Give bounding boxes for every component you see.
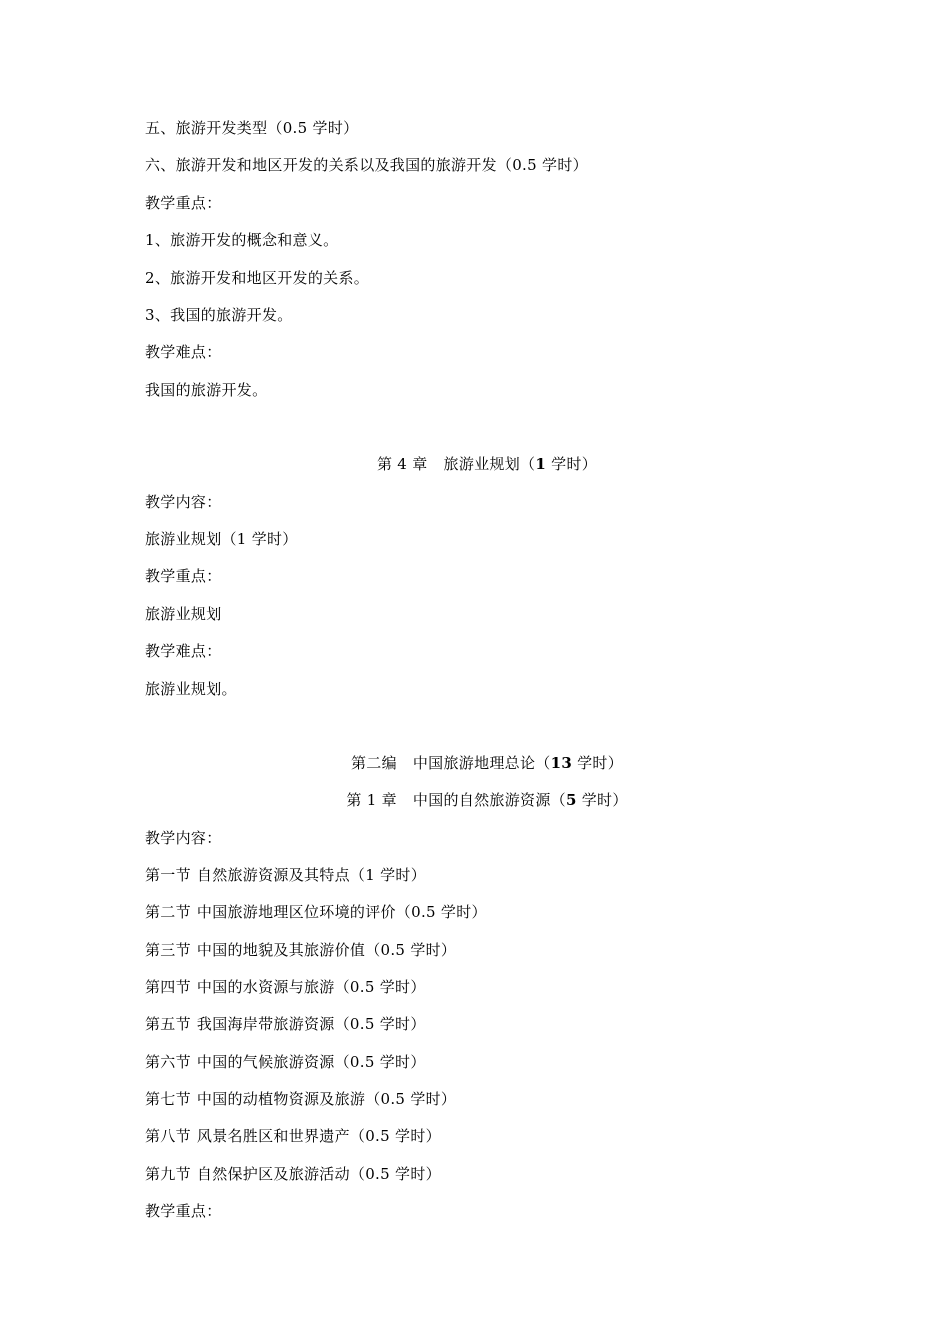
chapter-4-name: 旅游业规划（ (443, 455, 536, 473)
section-number: 第六节 (145, 1053, 191, 1071)
part-2-name: 中国旅游地理总论（ (412, 754, 551, 772)
section-text: 中国的地貌及其旅游价值（0.5 学时） (196, 941, 457, 959)
chapter-4-title (12, 454, 950, 474)
chapter-1-hours-suffix: 学时） (576, 791, 628, 809)
part-2-hours-suffix: 学时） (572, 754, 624, 772)
section-line (145, 1126, 441, 1146)
section-number: 第二节 (145, 903, 191, 921)
section-text: 自然旅游资源及其特点（1 学时） (196, 866, 427, 884)
section-text: 中国旅游地理区位环境的评价（0.5 学时） (196, 903, 487, 921)
key-point: 2、旅游开发和地区开发的关系。 (145, 269, 370, 287)
key-point: 旅游业规划 (145, 605, 222, 623)
section-number: 第七节 (145, 1090, 191, 1108)
section-number: 第九节 (145, 1165, 191, 1183)
section-line (145, 940, 456, 960)
section-item: 五、旅游开发类型（0.5 学时） (145, 119, 359, 137)
section-number: 第三节 (145, 941, 191, 959)
chapter-1-number: 第 1 章 (346, 791, 397, 809)
section-line (145, 865, 426, 885)
section-text: 风景名胜区和世界遗产（0.5 学时） (196, 1127, 441, 1145)
section-line (145, 1164, 441, 1184)
chapter-4-number: 第 4 章 (376, 455, 428, 473)
section-text: 中国的水资源与旅游（0.5 学时） (196, 978, 426, 996)
key-point: 3、我国的旅游开发。 (145, 306, 293, 324)
section-line (145, 977, 426, 997)
part-2-chapter-1-title (12, 790, 950, 810)
difficulty-text: 旅游业规划。 (145, 680, 237, 698)
key-points-label: 教学重点： (145, 194, 222, 212)
section-number: 第八节 (145, 1127, 191, 1145)
difficulty-text: 我国的旅游开发。 (145, 381, 268, 399)
section-text: 中国的动植物资源及旅游（0.5 学时） (196, 1090, 457, 1108)
difficulty-label: 教学难点： (145, 343, 222, 361)
chapter-4-hours-suffix: 学时） (546, 455, 598, 473)
key-points-label: 教学重点： (145, 567, 222, 585)
section-number: 第五节 (145, 1015, 191, 1033)
section-text: 我国海岸带旅游资源（0.5 学时） (196, 1015, 426, 1033)
content-text: 旅游业规划（1 学时） (145, 530, 298, 548)
content-label: 教学内容： (145, 829, 222, 847)
section-number: 第四节 (145, 978, 191, 996)
part-2-title (12, 753, 950, 773)
section-line (145, 1089, 456, 1109)
section-line (145, 1014, 426, 1034)
section-text: 中国的气候旅游资源（0.5 学时） (196, 1053, 426, 1071)
section-line (145, 1052, 426, 1072)
section-item: 六、旅游开发和地区开发的关系以及我国的旅游开发（0.5 学时） (145, 156, 588, 174)
key-point: 1、旅游开发的概念和意义。 (145, 231, 339, 249)
section-number: 第一节 (145, 866, 191, 884)
section-line (145, 902, 487, 922)
chapter-1-hours: 5 (565, 791, 577, 809)
key-points-label: 教学重点： (145, 1202, 222, 1220)
chapter-4-hours: 1 (535, 455, 547, 473)
content-label: 教学内容： (145, 493, 222, 511)
section-text: 自然保护区及旅游活动（0.5 学时） (196, 1165, 441, 1183)
chapter-1-name: 中国的自然旅游资源（ (412, 791, 566, 809)
difficulty-label: 教学难点： (145, 642, 222, 660)
part-2-hours: 13 (550, 754, 573, 772)
part-2-number: 第二编 (350, 754, 397, 772)
